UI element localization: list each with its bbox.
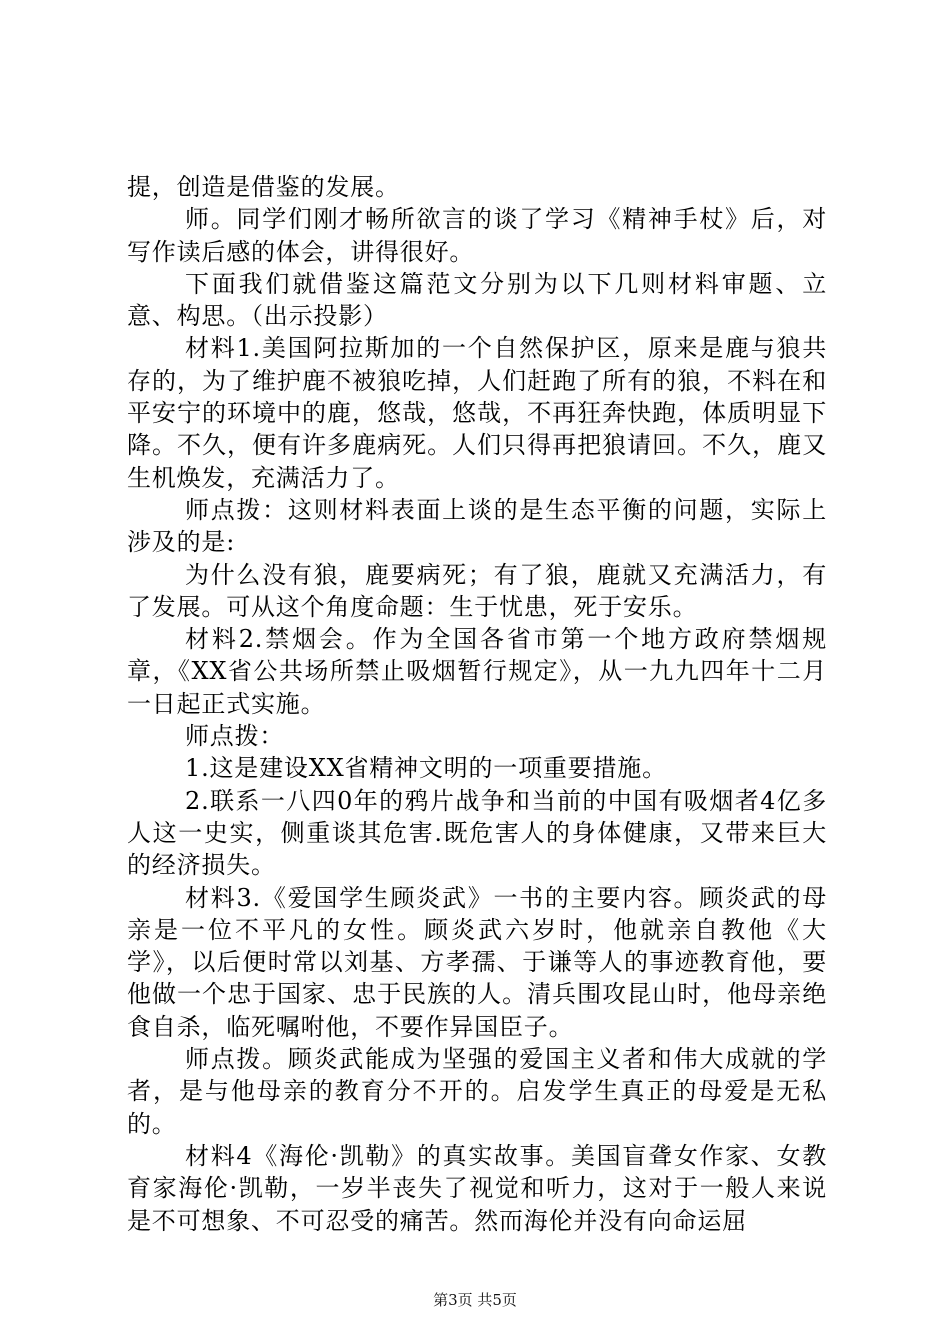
- paragraph: 下面我们就借鉴这篇范文分别为以下几则材料审题、立意、构思。（出示投影）: [127, 269, 827, 331]
- paragraph: 1.这是建设XX省精神文明的一项重要措施。: [185, 754, 667, 783]
- paragraph: 师点拨：这则材料表面上谈的是生态平衡的问题，实际上涉及的是:: [127, 495, 827, 557]
- paragraph: 为什么没有狼，鹿要病死；有了狼，鹿就又充满活力，有了发展。可从这个角度命题：生于忧患，死于安乐。: [127, 560, 827, 621]
- paragraph: 师。同学们刚才畅所欲言的谈了学习《精神手杖》后，对写作读后感的体会，讲得很好。: [127, 205, 827, 266]
- paragraph: 提，创造是借鉴的发展。: [127, 173, 400, 201]
- paragraph: 材料4《海伦·凯勒》的真实故事。美国盲聋女作家、女教育家海伦·凯勒，一岁半丧失了视觉和听力，这对于一般人来说是不可想象、不可忍受的痛苦。然而海伦并没有向命运屈: [127, 1141, 827, 1235]
- paragraph: 师点拨。顾炎武能成为坚强的爱国主义者和伟大成就的学者，是与他母亲的教育分不开的。启发学生真正的母爱是无私的。: [127, 1045, 827, 1138]
- paragraph: 材料3.《爱国学生顾炎武》一书的主要内容。顾炎武的母亲是一位不平凡的女性。顾炎武六岁时，他就亲自教他《大学》，以后便时常以刘基、方孝孺、于谦等人的事迹教育他，要他做一个忠于国家、忠于民族的人。清兵围攻昆山时，他母亲绝食自杀，临死嘱咐他，不要作异国臣子。: [127, 883, 827, 1041]
- document-body: [127, 171, 827, 1237]
- paragraph: 材料1.美国阿拉斯加的一个自然保护区，原来是鹿与狼共存的，为了维护鹿不被狼吃掉，人们赶跑了所有的狼，不料在和平安宁的环境中的鹿，悠哉，悠哉，不再狂奔快跑，体质明显下降。不久，便有许多鹿病死。人们只得再把狼请回。不久，鹿又生机焕发，充满活力了。: [127, 334, 827, 492]
- paragraph: 师点拨：: [185, 722, 285, 751]
- paragraph: 材料2.禁烟会。作为全国各省市第一个地方政府禁烟规章，《XX省公共场所禁止吸烟暂行规定》，从一九九四年十二月一日起正式实施。: [127, 625, 827, 718]
- page-number-label: 第3页 共5页: [433, 1291, 517, 1309]
- paragraph: 2.联系一八四0年的鸦片战争和当前的中国有吸烟者4亿多人这一史实，侧重谈其危害.既危害人的身体健康，又带来巨大的经济损失。: [127, 786, 827, 880]
- page-footer: [0, 1290, 950, 1310]
